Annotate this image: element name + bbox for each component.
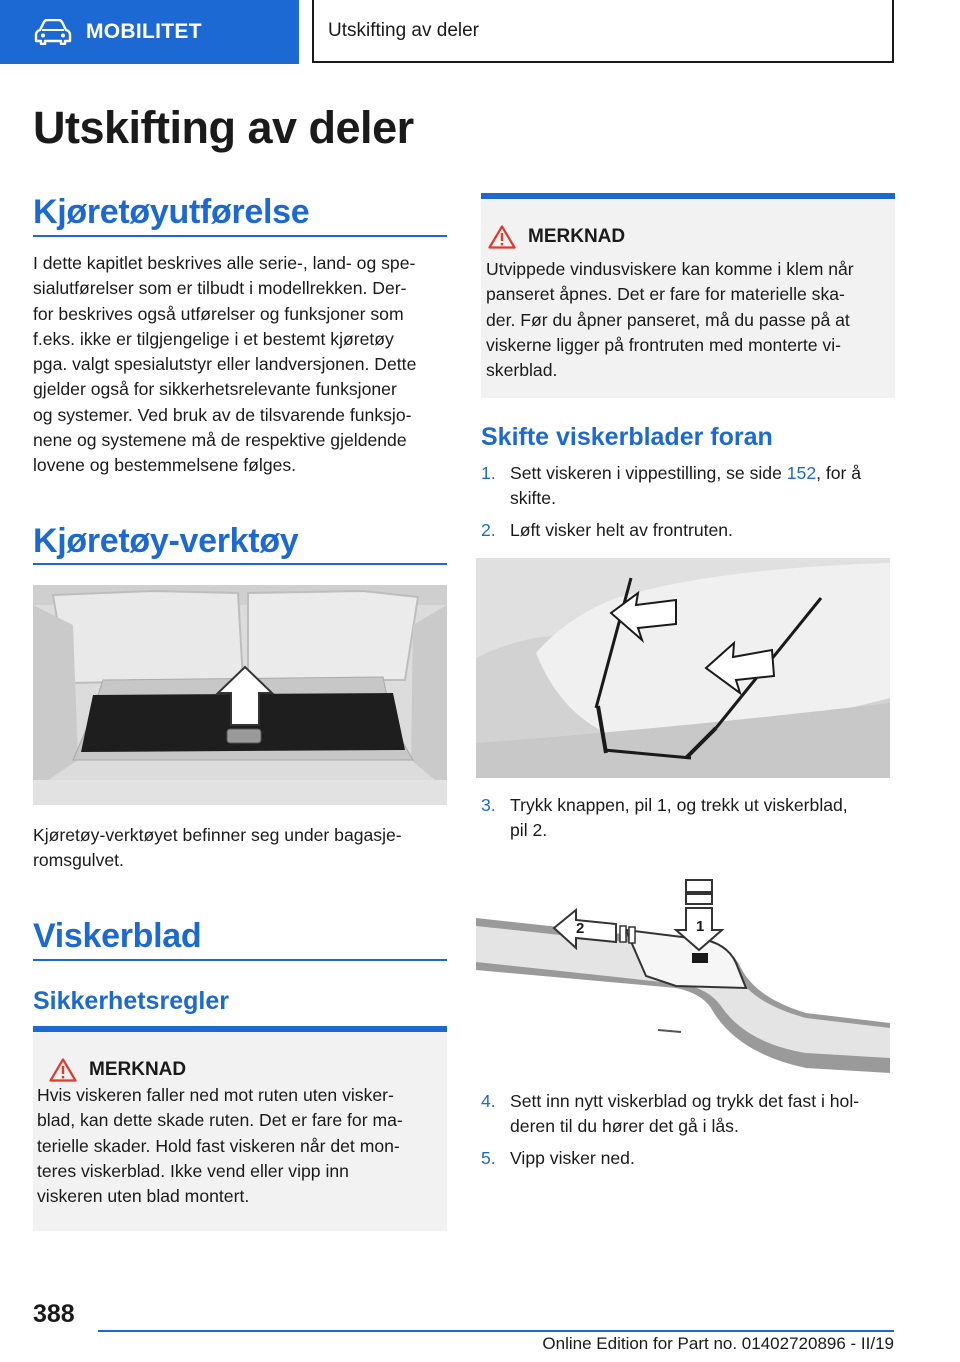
subheading-replace-front-wipers: Skifte viskerblader foran	[481, 423, 773, 451]
heading-wiper-blade: Viskerblad	[33, 917, 202, 955]
notice-title: MERKNAD	[49, 1058, 186, 1082]
luggage-compartment-image	[33, 585, 447, 805]
heading-vehicle-version: Kjøretøyutførelse	[33, 193, 310, 231]
warning-icon	[49, 1058, 77, 1082]
notice-box-left	[33, 1026, 447, 1231]
arrow-2-label: 2	[576, 920, 585, 937]
heading-vehicle-tools: Kjøretøy-verktøy	[33, 522, 299, 560]
notice-text: Hvis viskeren faller ned mot ruten uten visker- blad, kan dette skade ruten. Det er fare for ma- terielle skader. Hold fast viskeren når det mon- teres viskerblad. Ikke vend eller vipp inn viskeren uten blad montert.	[37, 1085, 403, 1207]
notice-title: MERKNAD	[488, 225, 625, 249]
topic-label: Utskifting av deler	[328, 19, 480, 41]
heading-rule	[33, 563, 447, 565]
step-1: 1. Sett viskeren i vippestilling, se side 152, for å skifte.	[481, 463, 862, 509]
wiper-blade-release-image	[476, 858, 890, 1078]
heading-rule	[33, 235, 447, 237]
step-3: 3. Trykk knappen, pil 1, og trekk ut viskerblad, pil 2.	[481, 795, 848, 841]
notice-box-right	[481, 193, 895, 398]
arrow-1-label: 1	[696, 918, 705, 935]
footer-edition: Online Edition for Part no. 01402720896 - II/19	[542, 1334, 894, 1353]
page-title: Utskifting av deler	[33, 102, 414, 153]
notice-text: Utvippede vindusviskere kan komme i klem når panseret åpnes. Det er fare for materielle ska- der. Før du åpner panseret, må du passe på at viskerne ligger på frontruten med monterte vi- skerblad.	[486, 259, 854, 381]
heading-rule	[33, 959, 447, 961]
topic-header	[312, 0, 894, 63]
subheading-safety-rules: Sikkerhetsregler	[33, 987, 229, 1015]
warning-icon	[488, 225, 516, 249]
page-link-152[interactable]: 152	[786, 463, 817, 483]
section-tab-label: MOBILITET	[86, 20, 202, 43]
page-number: 388	[33, 1300, 75, 1328]
car-icon	[34, 19, 72, 45]
step-5: 5. Vipp visker ned.	[481, 1148, 635, 1168]
windshield-wiper-image	[476, 558, 890, 778]
vehicle-tools-caption: Kjøretøy-verktøyet befinner seg under bagasje- romsgulvet.	[33, 825, 402, 871]
section-tab[interactable]	[0, 0, 299, 64]
footer-rule	[98, 1330, 894, 1332]
step-4: 4. Sett inn nytt viskerblad og trykk det fast i hol- deren til du hører det gå i lås.	[481, 1091, 860, 1137]
step-2: 2. Løft visker helt av frontruten.	[481, 520, 733, 540]
vehicle-version-text: I dette kapitlet beskrives alle serie-, land- og spe- sialutførelser som er tilbudt i modellrekken. Der- for beskrives også utførelser og funksjoner som f.eks. ikke er tilgjengelige i et bestemt kjøretøy pga. valgt spesialutstyr eller landversjonen. Dette gjelder også for sikkerhetsrelevante funksjoner og systemer. Ved bruk av de tilsvarende funksjo- nene og systemene må de respektive gjeldende lovene og bestemmelsene følges.	[33, 253, 417, 476]
